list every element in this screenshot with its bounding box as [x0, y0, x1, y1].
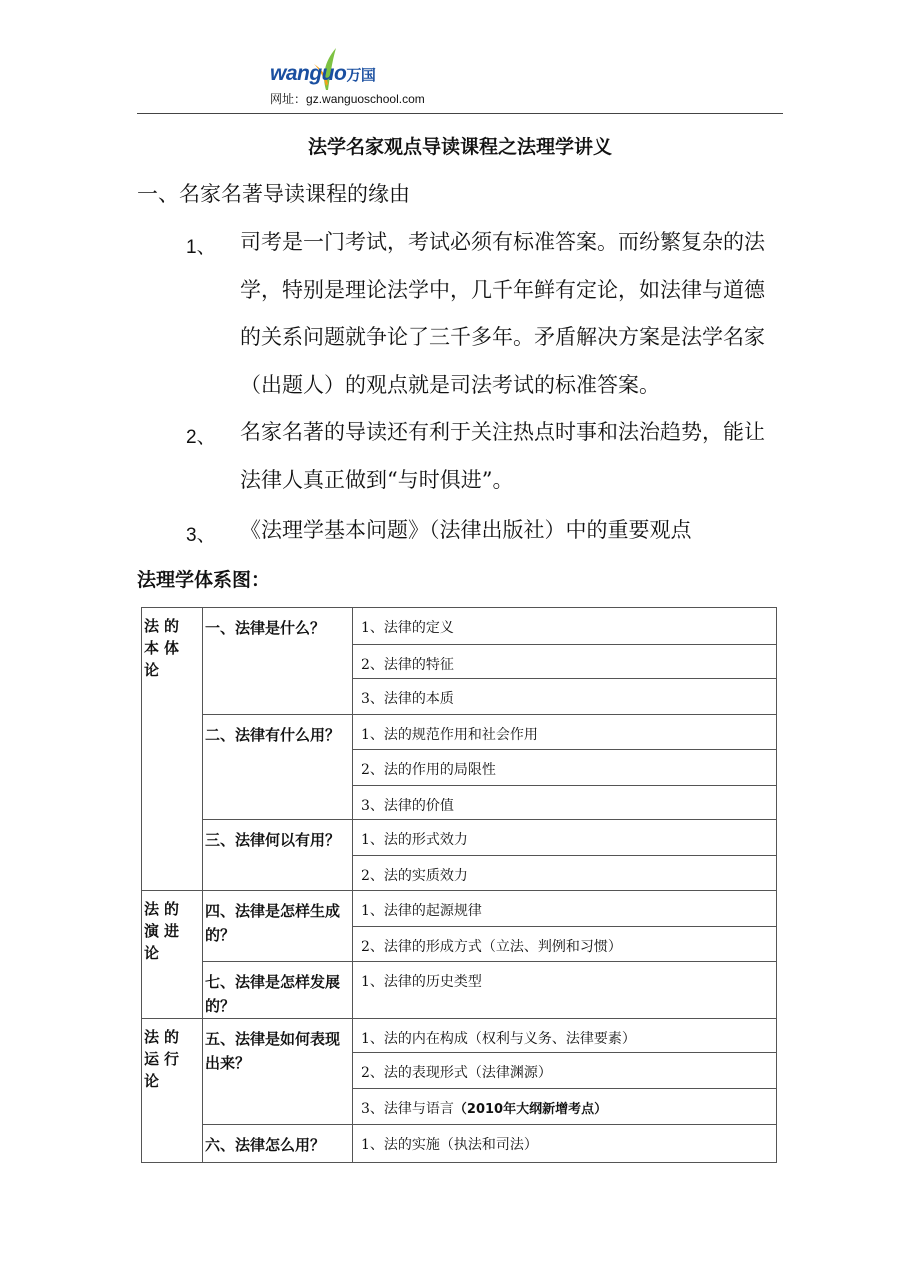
topic-cell: 1、法律的起源规律 [353, 891, 777, 927]
paragraph-line: 《法理学基本问题》（法律出版社）中的重要观点 [240, 518, 692, 542]
topic-text: 3、法律与语言 [361, 1101, 454, 1117]
question-cell: 六、法律怎么用？ [203, 1125, 353, 1163]
item-number: 3、 [186, 525, 216, 546]
question-cell: 二、法律有什么用？ [203, 715, 353, 820]
topic-cell: 2、法的实质效力 [353, 856, 777, 891]
paragraph-line: 名家名著的导读还有利于关注热点时事和法治趋势，能让 [240, 420, 765, 444]
logo-latin: wanguo [270, 62, 347, 85]
paragraph-line: （出题人）的观点就是司法考试的标准答案。 [240, 372, 660, 397]
topic-cell: 3、法律的价值 [353, 786, 777, 820]
item-paragraph [240, 219, 785, 409]
topic-cell: 2、法律的特征 [353, 645, 777, 679]
document-title: 法学名家观点导读课程之法理学讲义 [307, 136, 612, 158]
table-row [142, 962, 777, 1019]
topic-cell: 1、法的实施（执法和司法） [353, 1125, 777, 1163]
wanguo-logo [270, 46, 410, 88]
topic-cell: 2、法的作用的局限性 [353, 750, 777, 786]
topic-cell [353, 1089, 777, 1125]
topic-cell: 1、法律的定义 [353, 608, 777, 645]
paragraph-line: 学，特别是理论法学中，几千年鲜有定论，如法律与道德 [240, 277, 765, 302]
topic-cell: 1、法律的历史类型 [353, 962, 777, 1019]
question-cell: 四、法律是怎样生成的？ [203, 891, 353, 962]
item-number: 2、 [186, 427, 216, 448]
logo-chinese: 万国 [346, 67, 376, 84]
question-cell: 三、法律何以有用？ [203, 820, 353, 891]
table-row [142, 608, 777, 645]
item-number: 1、 [186, 237, 216, 258]
topic-cell: 3、法律的本质 [353, 679, 777, 715]
category-cell: 法的演进论 [142, 891, 203, 1019]
topic-cell: 2、法律的形成方式（立法、判例和习惯） [353, 927, 777, 962]
section-heading: 一、名家名著导读课程的缘由 [137, 182, 410, 206]
item-paragraph [240, 409, 785, 504]
site-address [270, 90, 425, 107]
logo-wordmark [270, 62, 375, 86]
category-cell: 法的运行论 [142, 1019, 203, 1163]
topic-cell: 1、法的形式效力 [353, 820, 777, 856]
table-row [142, 1019, 777, 1053]
topic-cell: 1、法的内在构成（权利与义务、法律要素） [353, 1019, 777, 1053]
law-system-table [141, 607, 777, 1163]
header-divider [137, 113, 783, 114]
question-cell: 五、法律是如何表现出来？ [203, 1019, 353, 1125]
paragraph-line: 的关系问题就争论了三千多年。矛盾解决方案是法学名家 [240, 325, 765, 349]
table-row [142, 891, 777, 927]
topic-cell: 2、法的表现形式（法律渊源） [353, 1053, 777, 1089]
question-cell: 七、法律是怎样发展的？ [203, 962, 353, 1019]
item-paragraph [240, 507, 785, 555]
table-row [142, 1125, 777, 1163]
category-cell: 法的本体论 [142, 608, 203, 891]
new-exam-point-note: （2010年大纲新增考点） [453, 1102, 608, 1117]
question-cell: 一、法律是什么？ [203, 608, 353, 715]
site-url[interactable]: gz.wanguoschool.com [306, 92, 425, 106]
paragraph-line: 司考是一门考试，考试必须有标准答案。而纷繁复杂的法 [240, 230, 765, 254]
diagram-title: 法理学体系图： [137, 569, 271, 591]
table-row [142, 820, 777, 856]
paragraph-line: 法律人真正做到“与时俱进”。 [240, 467, 514, 492]
topic-cell: 1、法的规范作用和社会作用 [353, 715, 777, 750]
table-row [142, 715, 777, 750]
site-label: 网址： [270, 92, 307, 106]
